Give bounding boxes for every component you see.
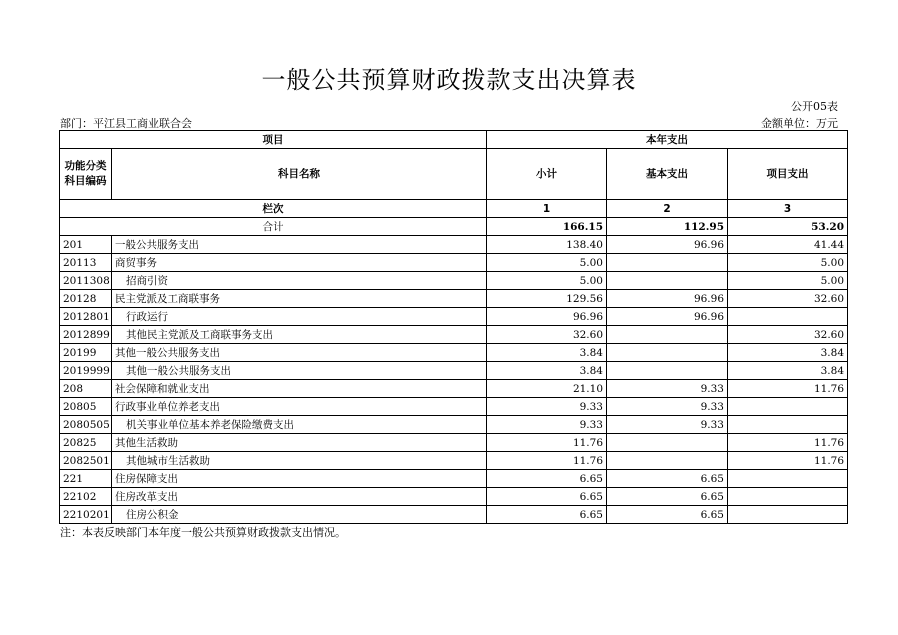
row-project [728, 506, 848, 524]
row-subtotal: 11.76 [487, 452, 607, 470]
row-code: 2210201 [60, 506, 112, 524]
row-name: 社会保障和就业支出 [112, 380, 487, 398]
table-row [60, 416, 848, 434]
header-col3: 3 [728, 200, 848, 218]
row-basic: 6.65 [607, 506, 728, 524]
table-row [60, 308, 848, 326]
row-project: 5.00 [728, 254, 848, 272]
row-subtotal: 3.84 [487, 344, 607, 362]
row-project: 11.76 [728, 452, 848, 470]
row-basic: 9.33 [607, 380, 728, 398]
row-code: 20128 [60, 290, 112, 308]
row-project: 3.84 [728, 344, 848, 362]
header-subject-name: 科目名称 [112, 149, 487, 200]
row-project: 3.84 [728, 362, 848, 380]
row-code: 2080505 [60, 416, 112, 434]
row-subtotal: 96.96 [487, 308, 607, 326]
row-subtotal: 5.00 [487, 272, 607, 290]
total-row [60, 218, 848, 236]
row-basic [607, 254, 728, 272]
row-subtotal: 138.40 [487, 236, 607, 254]
row-code: 221 [60, 470, 112, 488]
table-row [60, 398, 848, 416]
row-code: 20113 [60, 254, 112, 272]
row-subtotal: 6.65 [487, 470, 607, 488]
table-row [60, 470, 848, 488]
row-basic [607, 326, 728, 344]
unit-label: 金额单位：万元 [761, 117, 838, 130]
header-func-code [60, 149, 112, 200]
row-code: 20825 [60, 434, 112, 452]
table-row [60, 434, 848, 452]
header-col1: 1 [487, 200, 607, 218]
table-row [60, 236, 848, 254]
department-label: 部门：平江县工商业联合会 [60, 117, 192, 130]
row-basic [607, 344, 728, 362]
row-code: 2019999 [60, 362, 112, 380]
row-project: 11.76 [728, 380, 848, 398]
row-code: 20805 [60, 398, 112, 416]
row-basic: 6.65 [607, 488, 728, 506]
table-row [60, 290, 848, 308]
row-basic: 9.33 [607, 416, 728, 434]
header-basic: 基本支出 [607, 149, 728, 200]
table-row [60, 362, 848, 380]
total-basic: 112.95 [607, 218, 728, 236]
row-name: 行政事业单位养老支出 [112, 398, 487, 416]
row-subtotal: 129.56 [487, 290, 607, 308]
row-subtotal: 11.76 [487, 434, 607, 452]
header-col2: 2 [607, 200, 728, 218]
form-code: 公开05表 [791, 100, 838, 113]
row-name: 其他城市生活救助 [112, 452, 487, 470]
header-func-code-line2: 科目编码 [64, 175, 107, 187]
row-code: 22102 [60, 488, 112, 506]
row-code: 2082501 [60, 452, 112, 470]
row-subtotal: 6.65 [487, 488, 607, 506]
table-row [60, 344, 848, 362]
row-project: 32.60 [728, 290, 848, 308]
row-subtotal: 9.33 [487, 398, 607, 416]
row-name: 住房公积金 [112, 506, 487, 524]
header-project-exp: 项目支出 [728, 149, 848, 200]
row-name: 行政运行 [112, 308, 487, 326]
row-basic: 96.96 [607, 290, 728, 308]
row-name: 民主党派及工商联事务 [112, 290, 487, 308]
header-subtotal: 小计 [487, 149, 607, 200]
table-row [60, 452, 848, 470]
row-name: 住房保障支出 [112, 470, 487, 488]
header-column-seq: 栏次 [60, 200, 487, 218]
total-label: 合计 [60, 218, 487, 236]
row-basic: 96.96 [607, 236, 728, 254]
row-subtotal: 5.00 [487, 254, 607, 272]
total-subtotal: 166.15 [487, 218, 607, 236]
row-project [728, 416, 848, 434]
header-project: 项目 [60, 131, 487, 149]
row-code: 2012899 [60, 326, 112, 344]
footnote: 注：本表反映部门本年度一般公共预算财政拨款支出情况。 [60, 526, 346, 539]
row-name: 商贸事务 [112, 254, 487, 272]
row-subtotal: 9.33 [487, 416, 607, 434]
row-name: 招商引资 [112, 272, 487, 290]
table-row [60, 506, 848, 524]
row-name: 其他生活救助 [112, 434, 487, 452]
row-project: 32.60 [728, 326, 848, 344]
row-name: 机关事业单位基本养老保险缴费支出 [112, 416, 487, 434]
row-project: 41.44 [728, 236, 848, 254]
header-func-code-line1: 功能分类 [64, 160, 107, 172]
row-code: 208 [60, 380, 112, 398]
row-subtotal: 6.65 [487, 506, 607, 524]
row-name: 其他民主党派及工商联事务支出 [112, 326, 487, 344]
row-basic: 6.65 [607, 470, 728, 488]
row-basic: 9.33 [607, 398, 728, 416]
row-name: 住房改革支出 [112, 488, 487, 506]
expenditure-table [59, 130, 848, 524]
row-basic: 96.96 [607, 308, 728, 326]
page-title: 一般公共预算财政拨款支出决算表 [261, 66, 637, 94]
row-subtotal: 3.84 [487, 362, 607, 380]
total-project: 53.20 [728, 218, 848, 236]
row-project [728, 470, 848, 488]
row-code: 201 [60, 236, 112, 254]
row-code: 2011308 [60, 272, 112, 290]
row-basic [607, 362, 728, 380]
row-project: 5.00 [728, 272, 848, 290]
row-subtotal: 21.10 [487, 380, 607, 398]
row-project [728, 398, 848, 416]
table-row [60, 488, 848, 506]
row-basic [607, 452, 728, 470]
row-project: 11.76 [728, 434, 848, 452]
row-name: 其他一般公共服务支出 [112, 362, 487, 380]
row-basic [607, 434, 728, 452]
row-basic [607, 272, 728, 290]
table-row [60, 380, 848, 398]
table-row [60, 326, 848, 344]
row-code: 2012801 [60, 308, 112, 326]
row-project [728, 308, 848, 326]
table-row [60, 272, 848, 290]
row-subtotal: 32.60 [487, 326, 607, 344]
row-project [728, 488, 848, 506]
row-code: 20199 [60, 344, 112, 362]
header-current-year: 本年支出 [487, 131, 848, 149]
table-row [60, 254, 848, 272]
row-name: 其他一般公共服务支出 [112, 344, 487, 362]
row-name: 一般公共服务支出 [112, 236, 487, 254]
